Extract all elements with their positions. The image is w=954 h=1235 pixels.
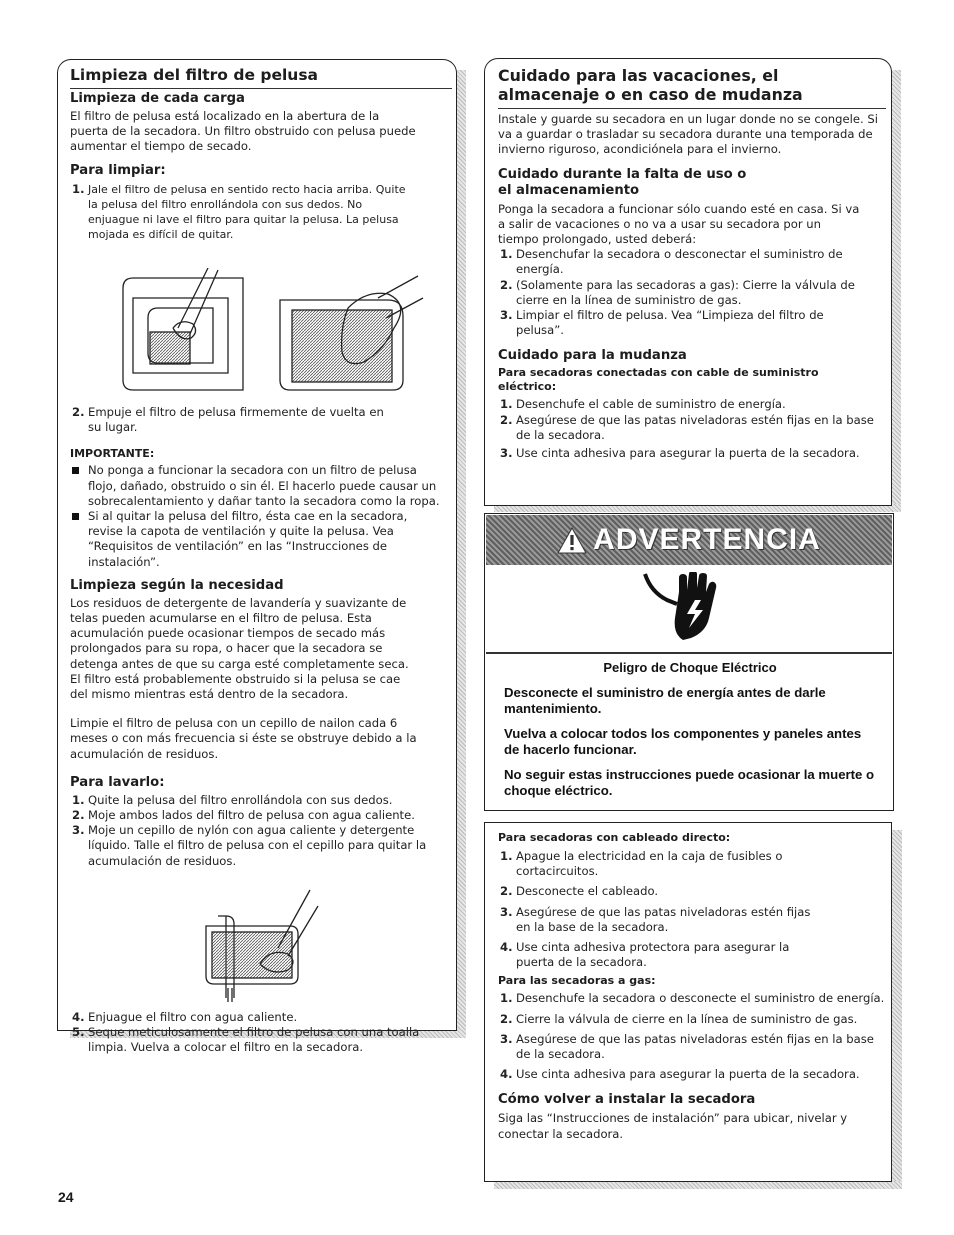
electric-shock-hand-icon	[643, 572, 733, 644]
list-item: 4. Use cinta adhesiva protectora para asegurar la puerta de la secadora.	[500, 940, 790, 970]
para-limpiar-steps-2	[70, 405, 390, 435]
list-item: 5. Seque meticulosamente el filtro de pelusa con una toalla limpia. Vuelva a colocar el filtro en la secadora.	[72, 1025, 420, 1055]
list-item: 3. Use cinta adhesiva para asegurar la puerta de la secadora.	[500, 446, 860, 461]
cableado-steps	[498, 849, 828, 970]
list-item: 2. Empuje el filtro de pelusa firmemente de vuelta en su lugar.	[72, 405, 384, 435]
falta-uso-steps	[498, 247, 858, 338]
list-item: 4. Use cinta adhesiva para asegurar la puerta de la secadora.	[500, 1067, 860, 1082]
list-item: 1. Desenchufar la secadora o desconectar el suministro de energía.	[500, 247, 843, 277]
warning-triangle-icon	[557, 527, 587, 554]
list-item: 1. Quite la pelusa del filtro enrollándola con sus dedos.	[72, 792, 393, 807]
list-item: 3. Asegúrese de que las patas niveladoras estén fijas en la base de la secadora.	[500, 904, 811, 934]
vacation-title: Cuidado para las vacaciones, el almacenaje o en caso de mudanza	[498, 66, 803, 104]
list-item: 2. Cierre la válvula de cierre en la línea de suministro de gas.	[500, 1011, 858, 1026]
importante-list	[70, 463, 442, 569]
gas-sub: Para las secadoras a gas:	[498, 974, 656, 988]
list-item: 1. Jale el filtro de pelusa en sentido recto hacia arriba. Quite la pelusa del filtro enrollándola con sus dedos. No enjuague ni lave el filtro para quitar la pelusa. La pelusa mojada es difícil de quitar.	[72, 181, 406, 242]
mudanza-steps	[498, 397, 888, 461]
list-item: 3. Moje un cepillo de nylón con agua caliente y detergente líquido. Talle el filtro de pelusa con el cepillo para quitar la acumulación de residuos.	[72, 823, 427, 868]
list-item: 1. Desenchufe la secadora o desconecte el suministro de energía.	[500, 991, 885, 1006]
warning-hazard: Peligro de Choque Eléctrico	[603, 660, 777, 675]
lint-filter-section-2	[70, 405, 452, 869]
list-item: 1. Desenchufe el cable de suministro de energía.	[500, 397, 786, 412]
vacation-section	[498, 66, 888, 461]
lint-filter-title: Limpieza del filtro de pelusa	[70, 66, 318, 84]
falta-uso-text: Ponga la secadora a funcionar sólo cuando esté en casa. Si va a salir de vacaciones o no va a usar su secadora por un tiempo prolongado, usted deberá:	[498, 201, 860, 247]
cada-carga-text: El filtro de pelusa está localizado en la abertura de la puerta de la secadora. Un filtro obstruido con pelusa puede aumentar el tiempo de secado.	[70, 109, 416, 154]
list-item: 4. Enjuague el filtro con agua caliente.	[72, 1010, 298, 1024]
warning-header	[486, 515, 892, 565]
para-limpiar-steps	[70, 182, 415, 243]
importante-label: IMPORTANTE:	[70, 447, 155, 461]
list-item: 3. Asegúrese de que las patas niveladoras estén fijas en la base de la secadora.	[500, 1031, 874, 1062]
warning-line-1: Desconecte el suministro de energía antes de darle mantenimiento.	[504, 685, 826, 716]
warning-title: ADVERTENCIA	[593, 523, 821, 556]
list-item: 2. Asegúrese de que las patas niveladoras estén fijas en la base de la secadora.	[500, 412, 874, 442]
page-number: 24	[58, 1189, 74, 1205]
list-item: 3. Limpiar el filtro de pelusa. Vea “Limpieza del filtro de pelusa”.	[500, 308, 824, 338]
warning-line-2: Vuelva a colocar todos los componentes y paneles antes de hacerlo funcionar.	[504, 726, 862, 757]
list-item: 2. Moje ambos lados del filtro de pelusa con agua caliente.	[72, 808, 415, 823]
cada-carga-heading: Limpieza de cada carga	[70, 91, 245, 106]
list-item: No ponga a funcionar la secadora con un filtro de pelusa flojo, dañado, obstruido o sin él. El hacerlo puede causar un sobrecalentamiento y dañar tanto la secadora como la ropa.	[70, 463, 442, 509]
segun-necesidad-text-2: Limpie el filtro de pelusa con un cepillo de nailon cada 6 meses o con más frecuencia si éste se obstruye debido a la acumulación de residuos.	[70, 716, 417, 761]
direct-wire-section	[498, 831, 888, 1142]
list-item: 2. Desconecte el cableado.	[500, 884, 659, 899]
list-item: 1. Apague la electricidad en la caja de fusibles o cortacircuitos.	[500, 849, 783, 879]
reinstalar-heading: Cómo volver a instalar la secadora	[498, 1092, 756, 1108]
list-item: 2. (Solamente para las secadoras a gas): Cierre la válvula de cierre en la línea de suministro de gas.	[500, 277, 855, 307]
segun-necesidad-heading: Limpieza según la necesidad	[70, 577, 284, 593]
segun-necesidad-text-1: Los residuos de detergente de lavandería y suavizante de telas pueden acumularse en el filtro de pelusa. Esta acumulación puede ocasionar tiempos de secado más prolongados para su ropa, o hacer que la secadora se detenga antes de que su carga esté completamente seca. El filtro está probablemente obstruido si la pelusa se cae del mismo mientras está dentro de la secadora.	[70, 595, 409, 702]
cableado-sub: Para secadoras con cableado directo:	[498, 831, 731, 844]
lint-filter-removal-illustration	[118, 268, 428, 400]
list-item: Si al quitar la pelusa del filtro, ésta cae en la secadora, revise la capota de ventilación y quite la pelusa. Vea “Requisitos de ventilación” en las “Instrucciones de instalación”.	[70, 509, 442, 570]
para-lavarlo-steps-b	[70, 1010, 445, 1056]
warning-line-3: No seguir estas instrucciones puede ocasionar la muerte o choque eléctrico.	[504, 767, 875, 798]
para-lavarlo-steps-a	[70, 793, 445, 869]
para-lavarlo-heading: Para lavarlo:	[70, 774, 165, 790]
vacation-intro: Instale y guarde su secadora en un lugar donde no se congele. Si va a guardar o trasladar su secadora durante una temporada de invierno riguroso, acondiciónela para el invierno.	[498, 112, 878, 157]
gas-steps	[498, 991, 888, 1082]
mudanza-sub: Para secadoras conectadas con cable de suministro eléctrico:	[498, 366, 819, 394]
falta-uso-heading: Cuidado durante la falta de uso o el almacenamiento	[498, 166, 747, 198]
mudanza-heading: Cuidado para la mudanza	[498, 348, 687, 364]
lint-filter-washing-illustration	[198, 886, 328, 1004]
para-limpiar-heading: Para limpiar:	[70, 162, 166, 178]
lint-filter-section-3	[70, 1010, 452, 1056]
warning-body	[504, 660, 876, 799]
lint-filter-section	[70, 66, 452, 242]
reinstalar-text: Siga las “Instrucciones de instalación” para ubicar, nivelar y conectar la secadora.	[498, 1111, 848, 1141]
